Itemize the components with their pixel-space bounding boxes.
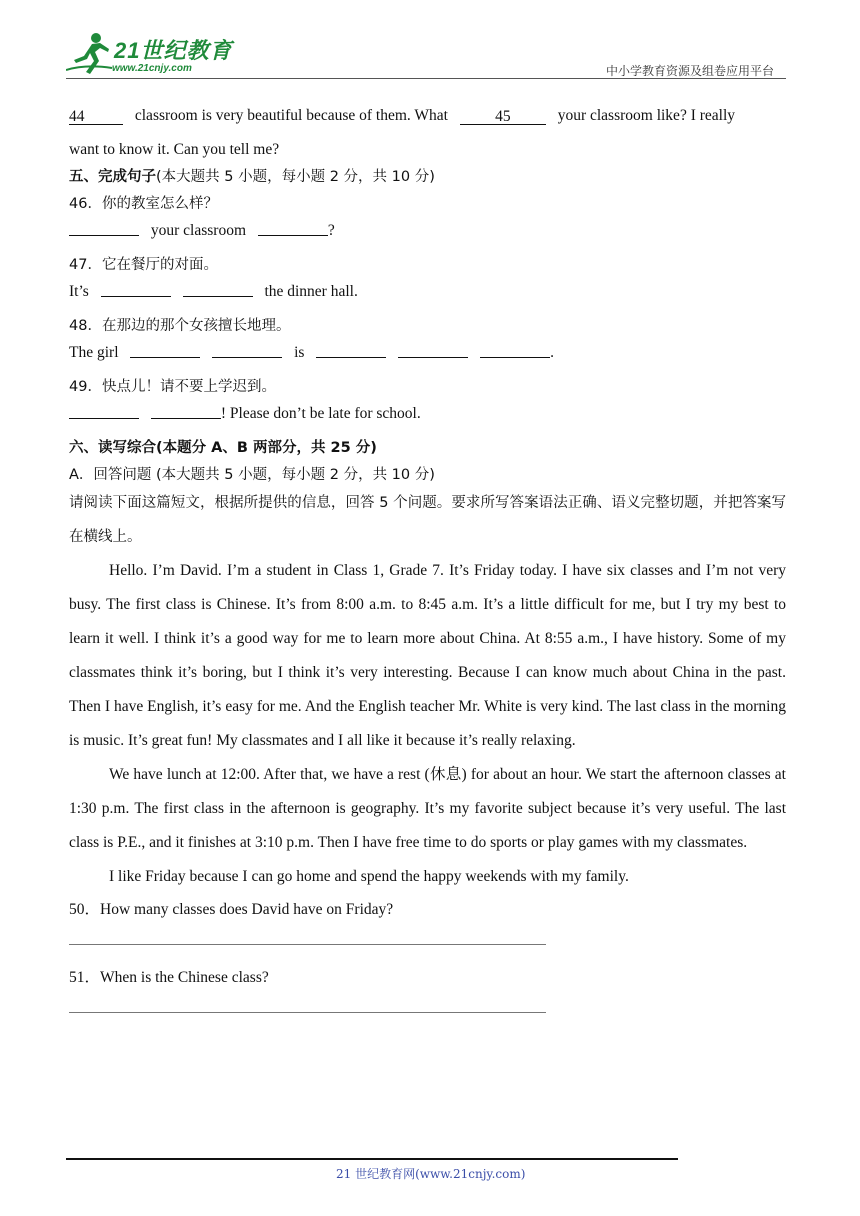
- header-divider: [66, 78, 786, 79]
- runner-logo-icon: [66, 30, 114, 76]
- q46-prompt: [69, 188, 786, 215]
- passage-paragraph-2: We have lunch at 12:00. After that, we have a rest (休息) for about an hour. We start the afternoon classes at 1:30 p.m. The first class in the afternoon is geography. It’s my favorite subject because it’s very useful. The last class is P.E., and it finishes at 3:10 p.m. Then I have free time to do sports or play games with my classmates.: [69, 766, 786, 851]
- question-number: 46．: [69, 196, 102, 212]
- answer-text: The girl: [69, 344, 119, 361]
- line-text: your classroom like? I really: [557, 107, 736, 124]
- answer-text: ?: [327, 222, 335, 239]
- answer-text: is: [294, 344, 305, 361]
- q46-answer: [69, 215, 786, 249]
- answer-line-51[interactable]: [69, 996, 546, 1013]
- page-header: [0, 0, 860, 80]
- answer-text: the dinner hall.: [264, 283, 358, 300]
- answer-text: ! Please don’t be late for school.: [220, 405, 421, 422]
- passage-paragraph-3: I like Friday because I can go home and spend the happy weekends with my family.: [109, 868, 629, 885]
- instruction-text: 请阅读下面这篇短文，根据所提供的信息，回答 5 个问题。要求所写答案语法正确、语义完整切题，并把答案写在横线上。: [69, 495, 786, 545]
- answer-blank[interactable]: [151, 402, 221, 419]
- question-51: 51．When is the Chinese class?: [69, 969, 269, 986]
- q49-answer: [69, 398, 786, 432]
- q48-prompt: [69, 310, 786, 337]
- question-chinese: 在那边的那个女孩擅长地理。: [101, 318, 291, 334]
- text-line-44-45: [69, 100, 786, 134]
- answer-blank[interactable]: [398, 341, 468, 358]
- line-text: classroom is very beautiful because of them. What: [134, 107, 448, 124]
- section-title: 五、完成句子: [69, 169, 156, 185]
- question-chinese: 它在餐厅的对面。: [101, 257, 218, 273]
- q47-answer: [69, 276, 786, 310]
- logo-url: www.21cnjy.com: [112, 63, 192, 74]
- question-number: 49．: [69, 379, 102, 395]
- section-note: (本大题共 5 小题，每小题 2 分，共 10 分): [156, 169, 435, 185]
- page-content: [69, 100, 786, 1030]
- answer-text: .: [550, 344, 554, 361]
- answer-blank[interactable]: [258, 219, 328, 236]
- blank-45: 45: [460, 108, 546, 125]
- answer-text: It’s: [69, 283, 89, 300]
- section6-title: 六、读写综合(本题分 A、B 两部分，共 25 分): [69, 440, 377, 456]
- q47-prompt: [69, 249, 786, 276]
- question-number: 47．: [69, 257, 102, 273]
- answer-line-50[interactable]: [69, 928, 546, 945]
- answer-blank[interactable]: [101, 280, 171, 297]
- question-50: 50．How many classes does David have on Friday?: [69, 901, 394, 918]
- text-line: want to know it. Can you tell me?: [69, 141, 280, 158]
- answer-blank[interactable]: [183, 280, 253, 297]
- passage-paragraph-1: Hello. I’m David. I’m a student in Class 1, Grade 7. It’s Friday today. I have six classes and I’m not very busy. The first class is Chinese. It’s from 8:00 a.m. to 8:45 a.m. It’s a little difficult for me, but I try my best to learn it well. I think it’s a good way for me to learn more about China. At 8:55 a.m., I have history. Some of my classmates think it’s boring, but I think it’s very interesting. Because I can know much about China in the past. Then I have English, it’s easy for me. And the English teacher Mr. White is very kind. The last class in the morning is music. It’s great fun! My classmates and I all like it because it’s really relaxing.: [69, 562, 786, 749]
- q48-answer: [69, 337, 786, 371]
- question-number: 48．: [69, 318, 102, 334]
- answer-blank[interactable]: [480, 341, 550, 358]
- q49-prompt: [69, 371, 786, 398]
- logo: [66, 30, 236, 80]
- platform-name: 中小学教育资源及组卷应用平台: [605, 64, 774, 78]
- logo-text: 21世纪教育: [114, 38, 233, 63]
- footer-text: 21 世纪教育网(www.21cnjy.com): [336, 1167, 526, 1181]
- footer-divider: [66, 1158, 678, 1160]
- answer-text: your classroom: [150, 222, 247, 239]
- answer-blank[interactable]: [212, 341, 282, 358]
- question-chinese: 你的教室怎么样？: [101, 196, 218, 212]
- answer-blank[interactable]: [69, 219, 139, 236]
- blank-44: 44: [69, 108, 123, 125]
- question-chinese: 快点儿！请不要上学迟到。: [101, 379, 276, 395]
- answer-blank[interactable]: [316, 341, 386, 358]
- section5-title: [69, 161, 786, 188]
- answer-blank[interactable]: [130, 341, 200, 358]
- part-a-title: A．回答问题 (本大题共 5 小题，每小题 2 分，共 10 分): [69, 467, 435, 483]
- answer-blank[interactable]: [69, 402, 139, 419]
